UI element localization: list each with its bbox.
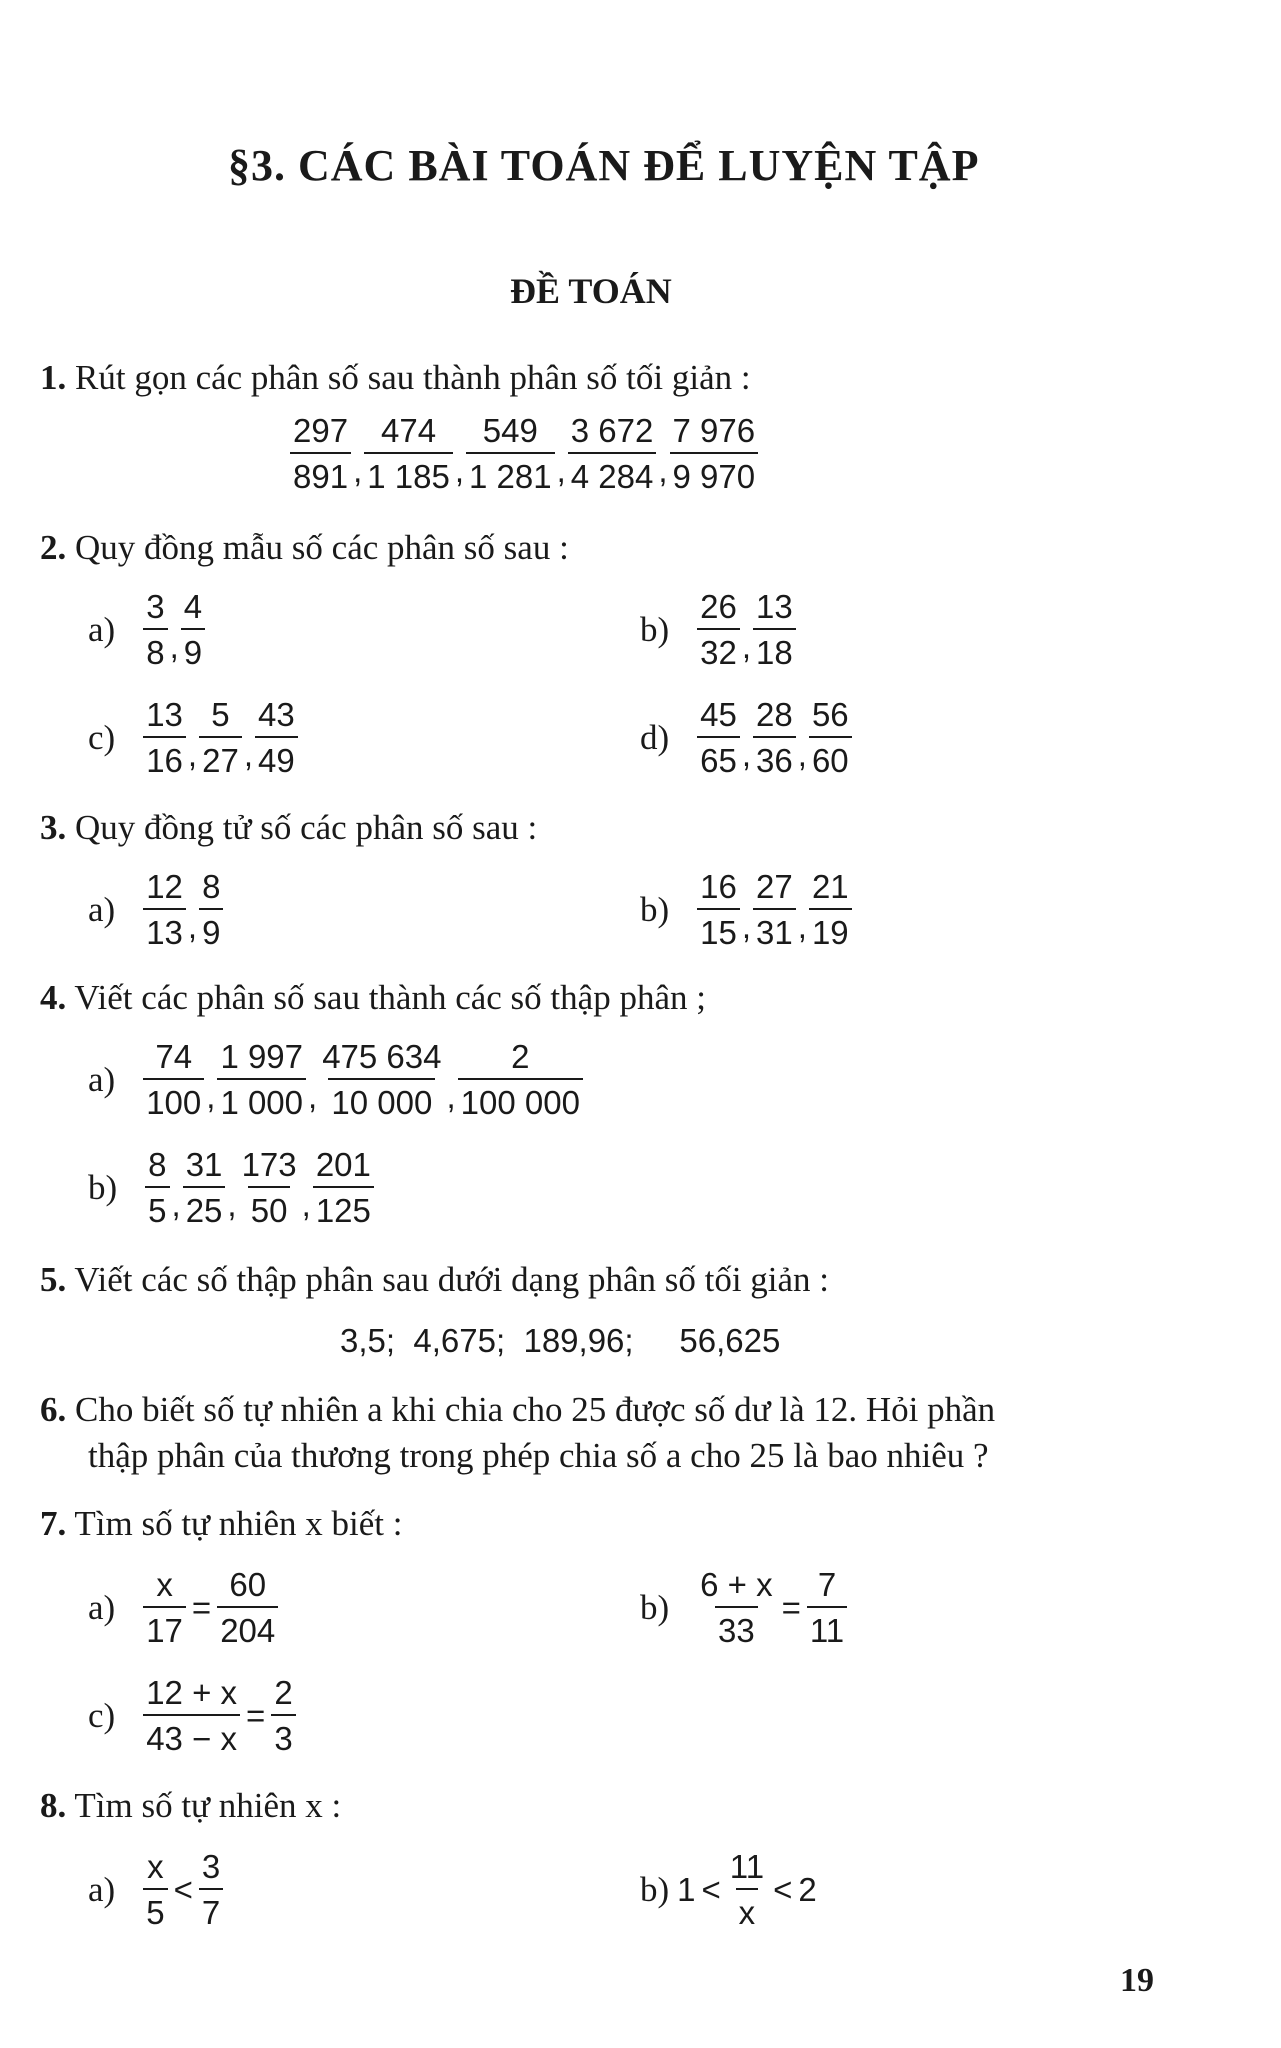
fraction: $\frac{474}{1 185}$ bbox=[364, 412, 453, 496]
fraction: $\frac{3}{8}$ bbox=[143, 588, 167, 672]
fraction: $\frac{13}{16}$ bbox=[143, 696, 186, 780]
problem-number: 1. bbox=[40, 358, 67, 397]
fraction: $\frac{3 672}{4 284}$ bbox=[568, 412, 657, 496]
problem-3-statement bbox=[40, 808, 537, 848]
problem-4a: a) $\frac{74}{100}$ , $\frac{1 997}{1 000}$ , $\frac{475 634}{10 000}$ , $\frac{2}{100 000}$ bbox=[88, 1038, 583, 1122]
fraction: $\frac{1 997}{1 000}$ bbox=[217, 1038, 306, 1122]
fraction: $\frac{x}{5}$ bbox=[143, 1848, 167, 1932]
problem-6-statement-cont: thập phân của thương trong phép chia số a cho 25 là bao nhiêu ? bbox=[88, 1436, 989, 1475]
fraction: $\frac{3}{7}$ bbox=[199, 1848, 223, 1932]
fraction: $\frac{28}{36}$ bbox=[753, 696, 796, 780]
fraction: $\frac{8}{9}$ bbox=[199, 868, 223, 952]
fraction: $\frac{60}{204}$ bbox=[217, 1566, 278, 1650]
problem-number: 3. bbox=[40, 808, 67, 847]
problem-5-statement bbox=[40, 1260, 829, 1300]
fraction: $\frac{56}{60}$ bbox=[809, 696, 852, 780]
fraction: $\frac{12}{13}$ bbox=[143, 868, 186, 952]
problem-3a: a) $\frac{12}{13}$ , $\frac{8}{9}$ bbox=[88, 868, 223, 952]
fraction: $\frac{x}{17}$ bbox=[143, 1566, 186, 1650]
fraction: $\frac{2}{100 000}$ bbox=[458, 1038, 583, 1122]
section-subtitle: ĐỀ TOÁN bbox=[510, 271, 672, 311]
fraction: $\frac{26}{32}$ bbox=[697, 588, 740, 672]
fraction: $\frac{11}{x}$ bbox=[729, 1848, 765, 1931]
fraction: $\frac{27}{31}$ bbox=[753, 868, 796, 952]
problem-text: Viết các số thập phân sau dưới dạng phân số tối giản : bbox=[74, 1260, 830, 1299]
problem-text: Tìm số tự nhiên x : bbox=[74, 1786, 342, 1825]
problem-4b: b) $\frac{8}{5}$ , $\frac{31}{25}$ , $\frac{173}{50}$ , $\frac{201}{125}$ bbox=[88, 1146, 374, 1230]
fraction: $\frac{16}{15}$ bbox=[697, 868, 740, 952]
problem-number: 4. bbox=[40, 978, 67, 1017]
fraction: $\frac{12 + x}{43 - x}$ bbox=[143, 1674, 240, 1758]
problem-1-fractions: $\frac{297}{891}$ , $\frac{474}{1 185}$ , $\frac{549}{1 281}$ , $\frac{3 672}{4 284}$ , $\frac{7 976}{9 970}$ bbox=[290, 412, 758, 496]
problem-7a: a) $\frac{x}{17}$ = $\frac{60}{204}$ bbox=[88, 1566, 278, 1650]
fraction: $\frac{7 976}{9 970}$ bbox=[670, 412, 759, 496]
problem-1-statement bbox=[40, 358, 751, 398]
fraction: $\frac{297}{891}$ bbox=[290, 412, 351, 496]
problem-8a: a) $\frac{x}{5}$ < $\frac{3}{7}$ bbox=[88, 1848, 223, 1932]
fraction: $\frac{21}{19}$ bbox=[809, 868, 852, 952]
fraction: $\frac{475 634}{10 000}$ bbox=[322, 1038, 442, 1121]
fraction: $\frac{13}{18}$ bbox=[753, 588, 796, 672]
problem-5-values: 3,5; 4,675; 189,96; 56,625 bbox=[340, 1322, 781, 1359]
problem-text: Quy đồng mẫu số các phân số sau : bbox=[75, 528, 569, 567]
problem-text: Quy đồng tử số các phân số sau : bbox=[75, 808, 538, 847]
section-title: §3. CÁC BÀI TOÁN ĐỂ LUYỆN TẬP bbox=[228, 141, 980, 190]
problem-7b: b) $\frac{6 + x}{33}$ = $\frac{7}{11}$ bbox=[640, 1566, 847, 1650]
problem-6-statement bbox=[40, 1390, 995, 1430]
fraction: $\frac{6 + x}{33}$ bbox=[700, 1566, 773, 1649]
fraction: $\frac{74}{100}$ bbox=[143, 1038, 204, 1122]
fraction: $\frac{2}{3}$ bbox=[271, 1674, 295, 1758]
problem-number: 7. bbox=[40, 1504, 67, 1543]
fraction: $\frac{4}{9}$ bbox=[181, 588, 205, 672]
fraction: $\frac{8}{5}$ bbox=[145, 1146, 169, 1230]
fraction: $\frac{7}{11}$ bbox=[807, 1566, 847, 1650]
problem-number: 2. bbox=[40, 528, 67, 567]
problem-2a: a) $\frac{3}{8}$ , $\frac{4}{9}$ bbox=[88, 588, 205, 672]
problem-text: Cho biết số tự nhiên a khi chia cho 25 được số dư là 12. Hỏi phần bbox=[75, 1390, 996, 1429]
fraction: $\frac{5}{27}$ bbox=[199, 696, 242, 780]
problem-8-statement bbox=[40, 1786, 341, 1826]
fraction: $\frac{549}{1 281}$ bbox=[466, 412, 555, 496]
problem-number: 5. bbox=[40, 1260, 67, 1299]
fraction: $\frac{43}{49}$ bbox=[255, 696, 298, 780]
problem-number: 6. bbox=[40, 1390, 67, 1429]
problem-8b: b) 1 < $\frac{11}{x}$ < 2 bbox=[640, 1848, 817, 1931]
problem-text: Tìm số tự nhiên x biết : bbox=[74, 1504, 403, 1543]
problem-3b: b) $\frac{16}{15}$ , $\frac{27}{31}$ , $\frac{21}{19}$ bbox=[640, 868, 852, 952]
problem-2b: b) $\frac{26}{32}$ , $\frac{13}{18}$ bbox=[640, 588, 796, 672]
problem-7c: c) $\frac{12 + x}{43 - x}$ = $\frac{2}{3}$ bbox=[88, 1674, 296, 1758]
problem-2-statement bbox=[40, 528, 569, 568]
fraction: $\frac{45}{65}$ bbox=[697, 696, 740, 780]
problem-2d: d) $\frac{45}{65}$ , $\frac{28}{36}$ , $\frac{56}{60}$ bbox=[640, 696, 852, 780]
problem-2c: c) $\frac{13}{16}$ , $\frac{5}{27}$ , $\frac{43}{49}$ bbox=[88, 696, 298, 780]
problem-number: 8. bbox=[40, 1786, 67, 1825]
problem-7-statement bbox=[40, 1504, 402, 1544]
problem-4-statement bbox=[40, 978, 706, 1018]
fraction: $\frac{201}{125}$ bbox=[313, 1146, 374, 1230]
fraction: $\frac{173}{50}$ bbox=[241, 1146, 297, 1229]
problem-text: Viết các phân số sau thành các số thập phân ; bbox=[74, 978, 706, 1017]
page-number: 19 bbox=[1120, 1962, 1154, 1999]
fraction: $\frac{31}{25}$ bbox=[183, 1146, 226, 1230]
problem-text: Rút gọn các phân số sau thành phân số tối giản : bbox=[75, 358, 751, 397]
